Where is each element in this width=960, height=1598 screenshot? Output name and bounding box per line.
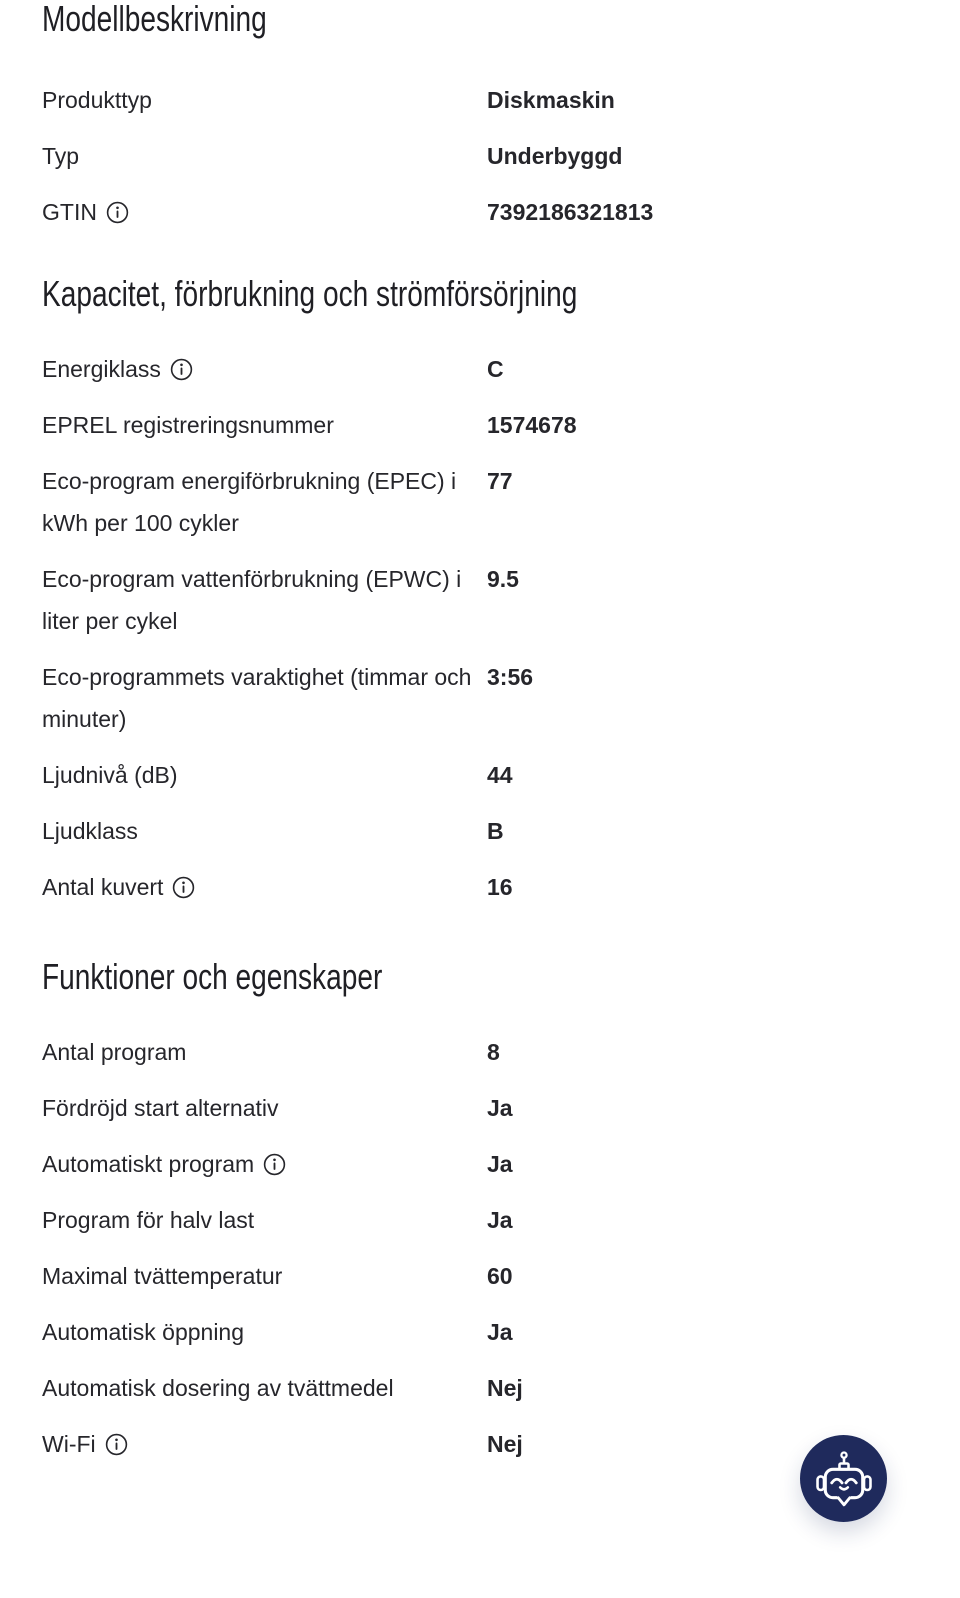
spec-label-text: Program för halv last bbox=[42, 1207, 255, 1233]
spec-value: C bbox=[487, 356, 504, 382]
spec-label-text: Eco-program energiförbrukning (EPEC) i kWh per 100 cykler bbox=[42, 468, 457, 536]
spec-value: Ja bbox=[487, 1207, 513, 1233]
spec-label-text: Ljudnivå (dB) bbox=[42, 762, 178, 788]
table-row bbox=[42, 656, 918, 740]
spec-value: 7392186321813 bbox=[487, 199, 654, 225]
spec-label bbox=[42, 79, 487, 121]
table-row bbox=[42, 1367, 918, 1409]
spec-value: Underbyggd bbox=[487, 143, 623, 169]
table-row bbox=[42, 460, 918, 544]
spec-label bbox=[42, 558, 487, 642]
spec-label bbox=[42, 1423, 487, 1465]
spec-label-text: Energiklass bbox=[42, 356, 161, 382]
table-row bbox=[42, 1423, 918, 1465]
spec-value: 3:56 bbox=[487, 664, 534, 690]
table-row bbox=[42, 79, 918, 121]
spec-label-text: Automatisk öppning bbox=[42, 1319, 245, 1345]
spec-value: Ja bbox=[487, 1319, 513, 1345]
spec-value: 8 bbox=[487, 1039, 500, 1065]
spec-value: Ja bbox=[487, 1095, 513, 1121]
table-row bbox=[42, 558, 918, 642]
spec-label bbox=[42, 135, 487, 177]
spec-label bbox=[42, 1367, 487, 1409]
spec-label-text: Maximal tvättemperatur bbox=[42, 1263, 283, 1289]
table-row bbox=[42, 1087, 918, 1129]
spec-label-text: EPREL registreringsnummer bbox=[42, 412, 334, 438]
spec-label bbox=[42, 1311, 487, 1353]
table-row bbox=[42, 135, 918, 177]
spec-label bbox=[42, 460, 487, 544]
spec-value: B bbox=[487, 818, 504, 844]
spec-label bbox=[42, 1255, 487, 1297]
spec-label bbox=[42, 348, 487, 390]
spec-label-text: Antal kuvert bbox=[42, 874, 164, 900]
spec-value: 60 bbox=[487, 1263, 513, 1289]
info-icon[interactable] bbox=[263, 1153, 286, 1176]
spec-value: Ja bbox=[487, 1151, 513, 1177]
spec-value: 77 bbox=[487, 468, 513, 494]
chatbot-icon bbox=[813, 1448, 875, 1510]
section-heading-modellbeskrivning: Modellbeskrivning bbox=[42, 0, 267, 39]
table-row bbox=[42, 754, 918, 796]
spec-value: Nej bbox=[487, 1375, 523, 1401]
spec-label-text: Antal program bbox=[42, 1039, 187, 1065]
table-row bbox=[42, 1199, 918, 1241]
spec-label bbox=[42, 810, 487, 852]
spec-label bbox=[42, 1199, 487, 1241]
info-icon[interactable] bbox=[172, 876, 195, 899]
spec-label bbox=[42, 404, 487, 446]
spec-label bbox=[42, 866, 487, 908]
spec-value: Diskmaskin bbox=[487, 87, 615, 113]
table-row bbox=[42, 348, 918, 390]
spec-label bbox=[42, 754, 487, 796]
chat-assistant-button[interactable] bbox=[800, 1435, 887, 1522]
spec-label-text: Eco-program vattenförbrukning (EPWC) i liter per cykel bbox=[42, 566, 462, 634]
spec-label bbox=[42, 1031, 487, 1073]
info-icon[interactable] bbox=[105, 1433, 128, 1456]
table-row bbox=[42, 810, 918, 852]
spec-label-text: Eco-programmets varaktighet (timmar och minuter) bbox=[42, 664, 472, 732]
section-heading-kapacitet: Kapacitet, förbrukning och strömförsörjning bbox=[42, 273, 578, 314]
spec-label bbox=[42, 656, 487, 740]
spec-label-text: GTIN bbox=[42, 199, 97, 225]
table-row bbox=[42, 1143, 918, 1185]
spec-label-text: Automatiskt program bbox=[42, 1151, 255, 1177]
spec-value: Nej bbox=[487, 1431, 523, 1457]
spec-label-text: Ljudklass bbox=[42, 818, 138, 844]
table-row bbox=[42, 1031, 918, 1073]
spec-label-text: Automatisk dosering av tvättmedel bbox=[42, 1375, 394, 1401]
spec-label bbox=[42, 1143, 487, 1185]
section-heading-funktioner: Funktioner och egenskaper bbox=[42, 956, 383, 997]
spec-value: 9.5 bbox=[487, 566, 519, 592]
table-row bbox=[42, 866, 918, 908]
spec-label bbox=[42, 1087, 487, 1129]
spec-label-text: Typ bbox=[42, 143, 80, 169]
table-row bbox=[42, 1255, 918, 1297]
spec-label bbox=[42, 191, 487, 233]
info-icon[interactable] bbox=[170, 358, 193, 381]
spec-label-text: Fördröjd start alternativ bbox=[42, 1095, 279, 1121]
spec-label-text: Produkttyp bbox=[42, 87, 152, 113]
table-row bbox=[42, 191, 918, 233]
spec-value: 16 bbox=[487, 874, 513, 900]
info-icon[interactable] bbox=[106, 201, 129, 224]
table-row bbox=[42, 404, 918, 446]
spec-value: 1574678 bbox=[487, 412, 577, 438]
spec-value: 44 bbox=[487, 762, 513, 788]
spec-label-text: Wi-Fi bbox=[42, 1431, 96, 1457]
table-row bbox=[42, 1311, 918, 1353]
